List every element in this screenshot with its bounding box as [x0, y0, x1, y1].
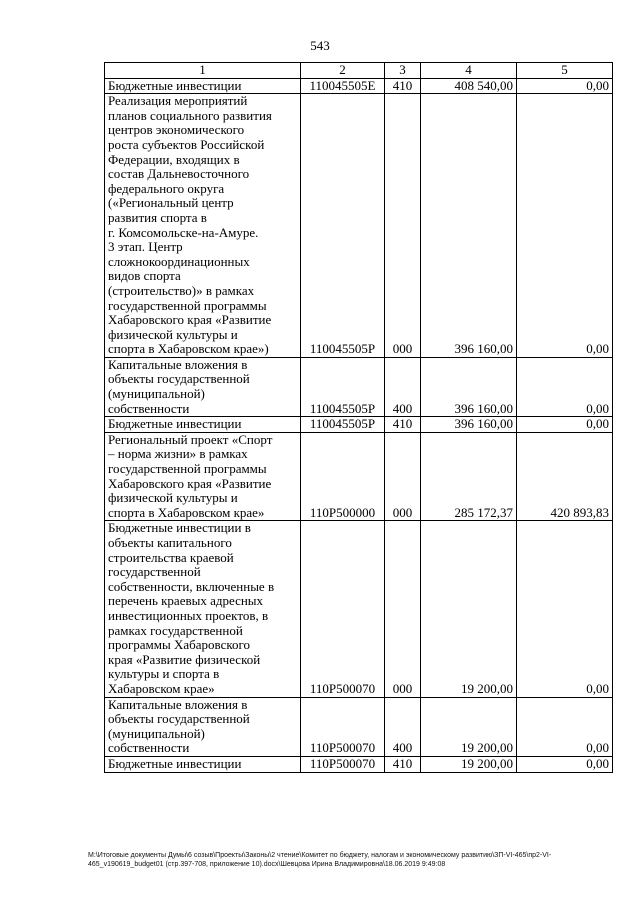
- row-kind: 000: [385, 521, 421, 697]
- row-amount-2: 420 893,83: [517, 432, 613, 521]
- page-number: 543: [310, 38, 330, 53]
- row-kind: 410: [385, 78, 421, 94]
- row-amount-1: 396 160,00: [421, 357, 517, 416]
- row-amount-1: 19 200,00: [421, 697, 517, 756]
- row-amount-2: 0,00: [517, 94, 613, 358]
- column-header: 4: [421, 63, 517, 79]
- row-name: Бюджетные инвестиции в объекты капитального строительства краевой государственной собственности, включенные в перечень краевых адресных инвестиционных проектов, в рамках государственной программы Хабаровского края «Развитие физической культуры и спорта в Хабаровском крае»: [105, 521, 301, 697]
- table-row: [105, 756, 613, 772]
- column-header: 1: [105, 63, 301, 79]
- row-amount-1: 396 160,00: [421, 94, 517, 358]
- row-name: Региональный проект «Спорт – норма жизни» в рамках государственной программы Хабаровского края «Развитие физической культуры и спорта в Хабаровском крае»: [105, 432, 301, 521]
- row-amount-1: 408 540,00: [421, 78, 517, 94]
- row-code: 110Р500070: [301, 756, 385, 772]
- row-code: 110Р500070: [301, 521, 385, 697]
- table-row: [105, 432, 613, 521]
- row-name: Реализация мероприятий планов социального развития центров экономического роста субъектов Российской Федерации, входящих в состав Дальневосточного федерального округа («Региональный центр развития спорта в г. Комсомольске-на-Амуре. 3 этап. Центр сложнокоординационных видов спорта (строительство)» в рамках государственной программы Хабаровского края «Развитие физической культуры и спорта в Хабаровском крае»): [105, 94, 301, 358]
- table-row: [105, 697, 613, 756]
- row-amount-2: 0,00: [517, 357, 613, 416]
- table-row: [105, 78, 613, 94]
- table-row: [105, 357, 613, 416]
- budget-table: [104, 62, 613, 773]
- row-amount-2: 0,00: [517, 756, 613, 772]
- table-header-row: [105, 63, 613, 79]
- row-kind: 400: [385, 357, 421, 416]
- document-path-footer: M:\Итоговые документы Думы\6 созыв\Проекты\Законы\2 чтение\Комитет по бюджету, налогам и экономическому развитию\ЗП-VI-465\пр2-VI-465_v190619_budget01 (стр.397-708, приложение 10).docx\Шевцова Ирина Владимировна\18.06.2019 9:49:08: [88, 852, 552, 868]
- row-code: 110045505Р: [301, 357, 385, 416]
- table-row: [105, 417, 613, 433]
- row-code: 110Р500070: [301, 697, 385, 756]
- row-code: 110045505Р: [301, 94, 385, 358]
- column-header: 2: [301, 63, 385, 79]
- row-code: 110045505Е: [301, 78, 385, 94]
- row-kind: 410: [385, 417, 421, 433]
- row-kind: 000: [385, 94, 421, 358]
- row-amount-1: 19 200,00: [421, 756, 517, 772]
- column-header: 5: [517, 63, 613, 79]
- table-row: [105, 521, 613, 697]
- row-code: 110045505Р: [301, 417, 385, 433]
- row-amount-1: 19 200,00: [421, 521, 517, 697]
- row-amount-1: 396 160,00: [421, 417, 517, 433]
- row-name: Бюджетные инвестиции: [105, 756, 301, 772]
- row-amount-1: 285 172,37: [421, 432, 517, 521]
- row-name: Бюджетные инвестиции: [105, 78, 301, 94]
- row-kind: 000: [385, 432, 421, 521]
- column-header: 3: [385, 63, 421, 79]
- row-amount-2: 0,00: [517, 78, 613, 94]
- row-code: 110Р500000: [301, 432, 385, 521]
- row-amount-2: 0,00: [517, 417, 613, 433]
- row-amount-2: 0,00: [517, 697, 613, 756]
- row-name: Капитальные вложения в объекты государственной (муниципальной) собственности: [105, 697, 301, 756]
- row-name: Бюджетные инвестиции: [105, 417, 301, 433]
- row-kind: 400: [385, 697, 421, 756]
- table-row: [105, 94, 613, 358]
- row-name: Капитальные вложения в объекты государственной (муниципальной) собственности: [105, 357, 301, 416]
- row-kind: 410: [385, 756, 421, 772]
- row-amount-2: 0,00: [517, 521, 613, 697]
